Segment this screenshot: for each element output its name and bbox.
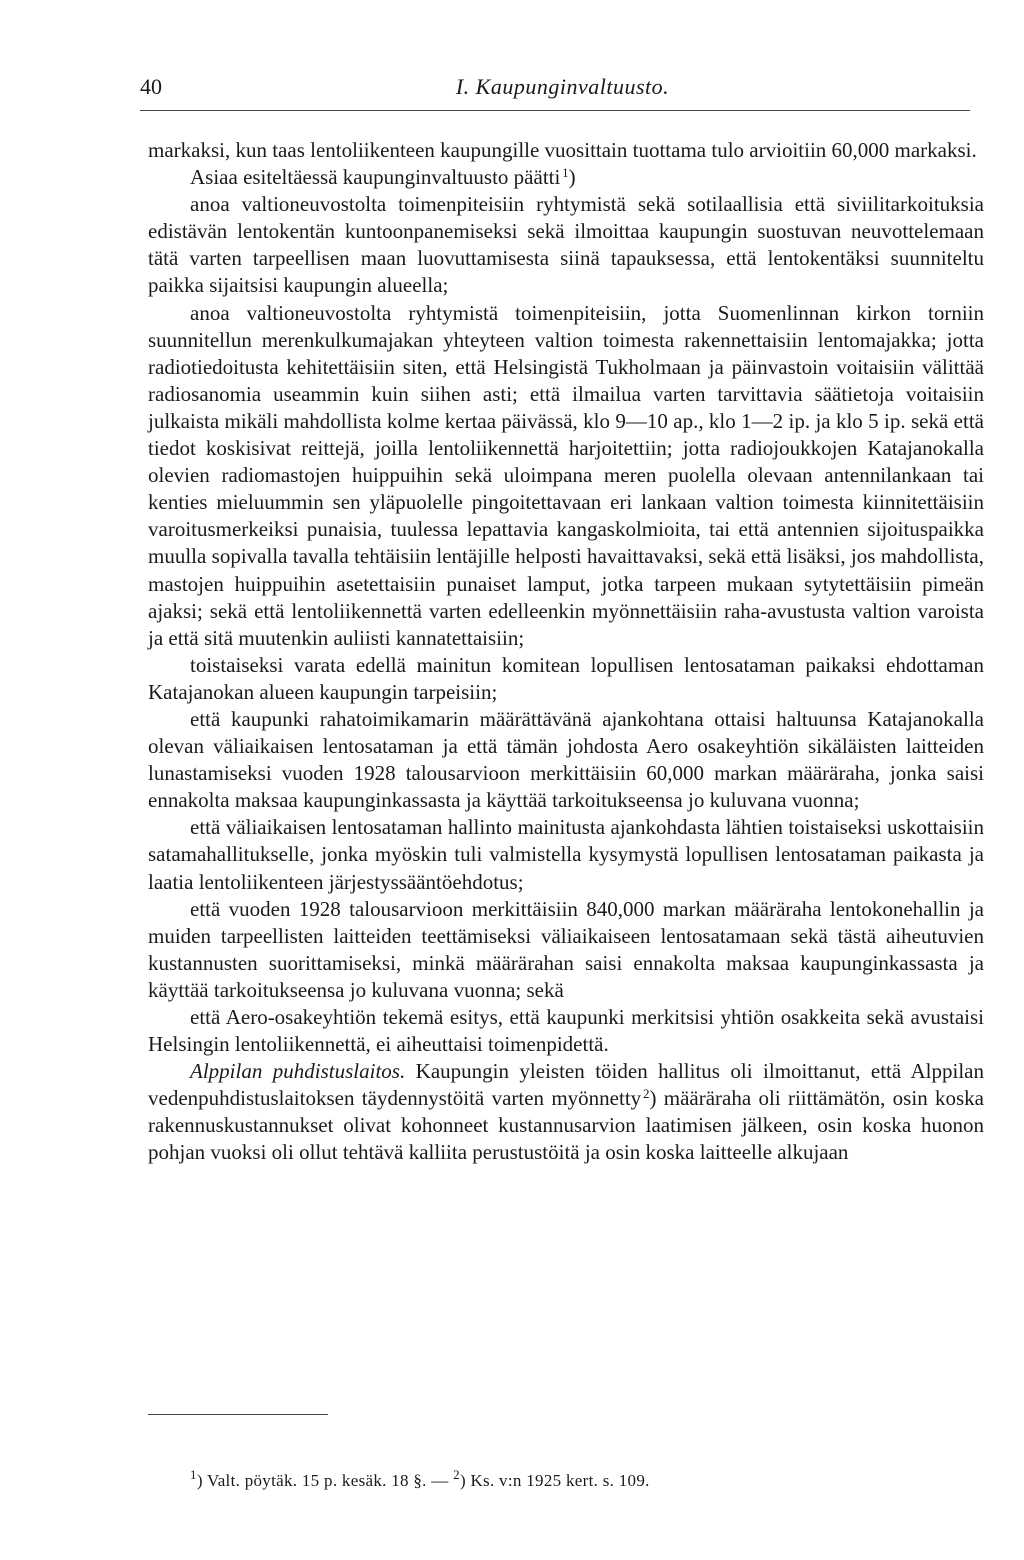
footnote-mark: 1 [190,1467,197,1482]
footnote-2: ) Ks. v:n 1925 kert. s. 109. [459,1471,650,1490]
page-header [140,74,985,104]
footnote-ref: 2 [642,1086,650,1102]
paragraph: toistaiseksi varata edellä mainitun komitean lopullisen lentosataman paikaksi ehdottaman Katajanokan alueen kaupungin tarpeisiin; [148,652,984,704]
footnotes [190,1467,970,1492]
paragraph: että Aero-osakeyhtiön tekemä esitys, että kaupunki merkitsisi yhtiön osakkeita sekä avustaisi Helsingin lentoliikennettä, ei aiheuttaisi toimenpidettä. [148,1005,984,1057]
footnote-rule [148,1414,328,1415]
header-rule [140,110,970,111]
footnote-ref: 1 [562,165,569,181]
paragraph: Asiaa esiteltäessä kaupunginvaltuusto päätti $^1$) [190,165,576,190]
footnote-1: ) Valt. pöytäk. 15 p. kesäk. 18 §. — [196,1471,454,1490]
paragraph: että väliaikaisen lentosataman hallinto mainitusta ajankohdasta lähtien toistaiseksi uskottaisiin satamahallitukselle, jonka myöskin tuli valmistella kysymystä lopullisen lentosataman paikasta ja laatia lentoliikenteen järjestyssääntöehdotus; [148,815,984,894]
running-title: I. Kaupunginvaltuusto. [455,74,670,99]
section-heading: Alppilan puhdistuslaitos. [190,1059,406,1084]
paragraph: että kaupunki rahatoimikamarin määrättävänä ajankohtana ottaisi haltuunsa Katajanokalla olevan väliaikaisen lentosataman ja että tämän johdosta Aero osakeyhtiön sikäläisten laitteiden lunastamiseksi vuoden 1928 talousarvioon merkittäisiin 60,000 markan määräraha, jonka saisi ennakolta maksaa kaupunginkassasta ja käyttää tarkoitukseensa jo kuluvana vuonna; [148,706,984,813]
paragraph: anoa valtioneuvostolta ryhtymistä toimenpiteisiin, jotta Suomenlinnan kirkon torniin suunnitellun merenkulkumajakan yhteyteen valtion toimesta rakennettaisiin lentomajakka; jotta radiotiedoitusta kehitettäisiin siten, että Helsingistä Tukholmaan ja päinvastoin voitaisiin välittää radiosanomia useammin kuin siihen asti; että ilmailua varten tarvittavia säätietoja voitaisiin julkaista mikäli mahdollista kolme kertaa päivässä, klo 9—10 ap., klo 1—2 ip. ja klo 5 ip. sekä että tiedot koskisivat reittejä, joilla lentoliikennettä harjoitettiin; jotta radiojoukkojen Katajanokalla olevien radiomastojen huippuihin sekä uloimpana meren puolella olevaan antennilankaan tai kenties mieluummin sen yläpuolelle pingoitettavaan eri lankaan valtion toimesta kiinnitettäisiin varoitusmerkeiksi punaisia, tuulessa lepattavia kangaskolmioita, tai että antennien sijoituspaikka muulla sopivalla tavalla tehtäisiin lentäjille helposti havaittavaksi, sekä että lisäksi, jos mahdollista, mastojen huippuihin asetettaisiin punaiset lamput, jotka tarpeen mukaan sytytettäisiin pimeän ajaksi; sekä että lentoliikennettä varten edelleenkin myönnettäisiin raha-avustusta valtion varoista ja että sitä muutenkin auliisti kannatettaisiin; [148,300,984,650]
page-number: 40 [140,74,162,99]
paragraph: anoa valtioneuvostolta toimenpiteisiin ryhtymistä sekä sotilaallisia että siviilitarkoituksia edistävän lentokentän kuntoonpanemiseksi sekä ilmoittaa kaupungin suostuvan neuvottelemaan tätä varten tarpeellisen maan luovuttamisesta siinä tapauksessa, että lentokentäksi suunniteltu paikka sijaitsisi kaupungin alueella; [148,192,984,298]
footnote-mark: 2 [453,1467,460,1482]
paragraph: markaksi, kun taas lentoliikenteen kaupungille vuosittain tuottama tulo arvioitiin 60,000 markaksi. [148,138,977,162]
paragraph: että vuoden 1928 talousarvioon merkittäisiin 840,000 markan määräraha lentokonehallin ja muiden tarpeellisten laitteiden teettämiseksi väliaikaiseen lentosatamaan sekä tästä aiheutuvien kustannusten suorittamiseksi, minkä määrärahan saisi ennakolta maksaa kaupunginkassasta ja käyttää tarkoitukseensa jo kuluvana vuonna; sekä [148,896,984,1002]
paragraph: Alppilan puhdistuslaitos. Kaupungin yleisten töiden hallitus oli ilmoittanut, että Alppilan vedenpuhdistuslaitoksen täydennystöitä varten myönnetty $^2$) määräraha oli riittämätön, osin koska rakennuskustannukset olivat kohonneet kustannusarvion laatimisen jälkeen, osin koska huonon pohjan vuoksi oli ollut tehtävä kalliita perustustöitä ja osin koska laitteelle alkujaan [148,1059,984,1165]
body-text [148,137,984,1167]
